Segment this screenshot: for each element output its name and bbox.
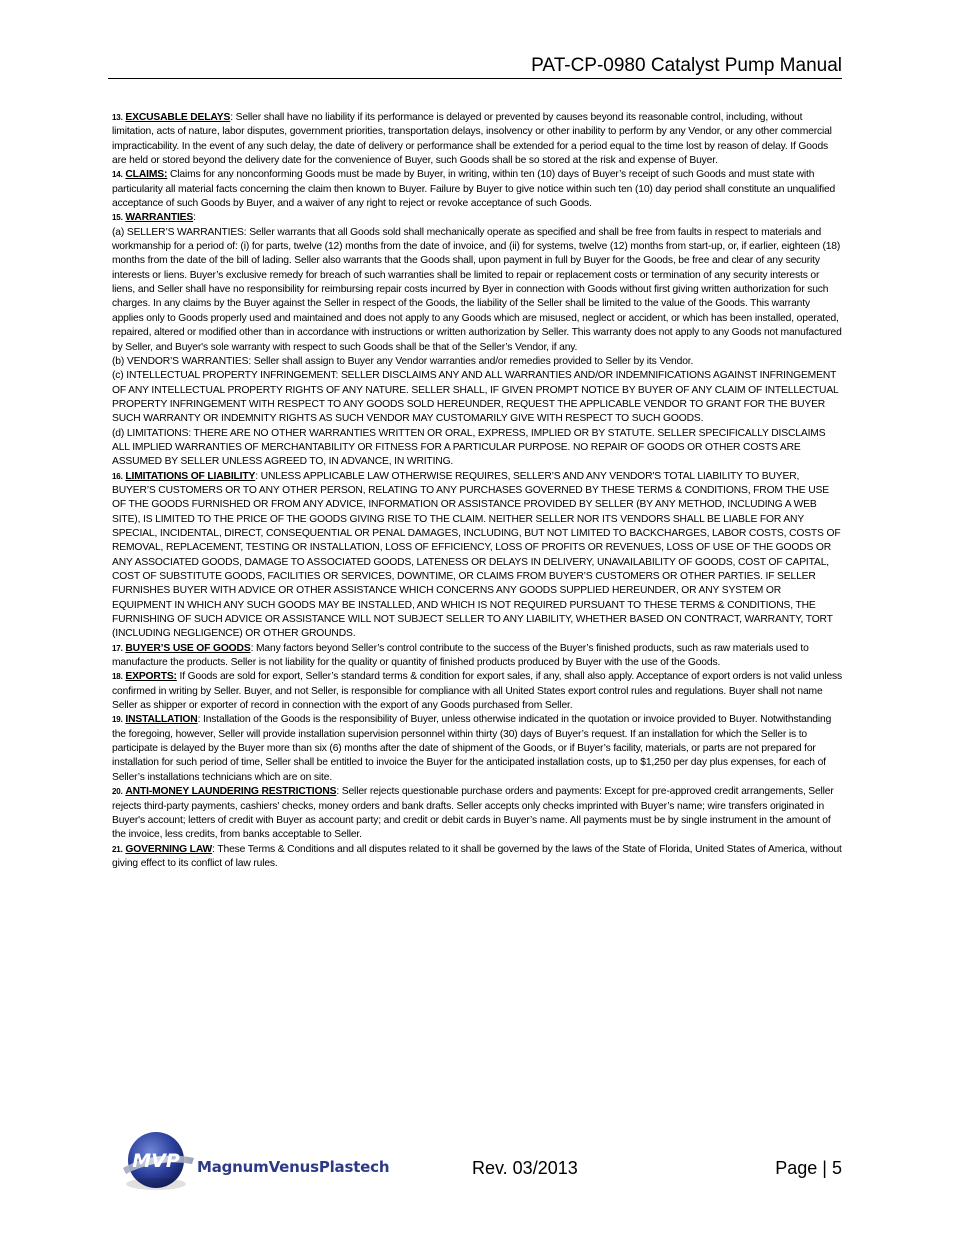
section-number: 20. bbox=[112, 787, 123, 797]
document-title: PAT-CP-0980 Catalyst Pump Manual bbox=[531, 55, 842, 76]
section-19 bbox=[112, 713, 843, 785]
section-heading: GOVERNING LAW bbox=[125, 843, 213, 855]
section-text: : bbox=[193, 212, 196, 224]
section-text: Claims for any nonconforming Goods must be made by Buyer, in writing, within ten (10) days of Buyer’s receipt of such Goods and must state with particularity all material facts concerning the claim then known to Buyer. Failure by Buyer to give notice within such ten (10) day period shall constitute an unqualified acceptance of such Goods by Buyer, and a waiver of any right to reject or revoke acceptance of such Goods. bbox=[112, 169, 836, 210]
section-text: : Many factors beyond Seller’s control contribute to the success of the Buyer’s finished products, such as raw materials used to manufacture the products. Seller is not liability for the quality or quantity of finished products produced by Buyer with the use of the Goods. bbox=[112, 642, 809, 669]
section-number: 13. bbox=[112, 113, 123, 122]
terms-body bbox=[112, 111, 843, 871]
section-15b: (b) VENDOR’S WARRANTIES: Seller shall assign to Buyer any Vendor warranties and/or remedies provided to Seller by its Vendor. bbox=[112, 355, 694, 367]
header-divider bbox=[108, 78, 842, 79]
section-heading: EXPORTS: bbox=[125, 671, 177, 683]
section-20 bbox=[112, 785, 843, 842]
logo-monogram: MVP bbox=[132, 1150, 180, 1172]
section-heading: CLAIMS: bbox=[125, 169, 168, 181]
section-heading: BUYER’S USE OF GOODS bbox=[125, 642, 251, 654]
section-15 bbox=[112, 211, 843, 225]
section-heading: LIMITATIONS OF LIABILITY bbox=[125, 470, 256, 482]
section-heading: INSTALLATION bbox=[125, 714, 198, 726]
section-heading: WARRANTIES bbox=[125, 212, 194, 224]
section-text: If Goods are sold for export, Seller’s standard terms & condition for export sales, if any, shall also apply. Acceptance of export orders is not valid unless confirmed in writing by Seller. Buyer, and not Seller, is responsible for compliance with all United States export control rules and regulations. Buyer shall not name Seller as shipper or exporter of record in connection with the export of any Goods purchased from Seller. bbox=[112, 671, 843, 712]
section-number: 19. bbox=[112, 715, 123, 725]
section-number: 16. bbox=[112, 471, 123, 481]
section-17 bbox=[112, 642, 843, 671]
section-15d: (d) LIMITATIONS: THERE ARE NO OTHER WARRANTIES WRITTEN OR ORAL, EXPRESS, IMPLIED OR BY STATUTE. SELLER SPECIFICALLY DISCLAIMS ALL IMPLIED WARRANTIES OF MERCHANTABILITY OR FITNESS FOR A PARTICULAR PURPOSE. NO REPAIR OF GOODS OR OTHER COSTS ARE ASSUMED BY SELLER UNLESS AGREED TO, IN ADVANCE, IN WRITING. bbox=[112, 427, 826, 468]
section-number: 18. bbox=[112, 672, 123, 682]
section-number: 21. bbox=[112, 844, 123, 854]
section-heading: EXCUSABLE DELAYS bbox=[125, 112, 231, 123]
company-name: MagnumVenusPlastech bbox=[197, 1158, 390, 1176]
section-text: : UNLESS APPLICABLE LAW OTHERWISE REQUIRES, SELLER’S AND ANY VENDOR'S TOTAL LIABILITY TO BUYER, BUYER’S CUSTOMERS OR TO ANY OTHER PERSON, RELATING TO ANY PURCHASES GOVERNED BY THESE TERMS & CONDITIONS, FROM THE USE OF THE GOODS FURNISHED OR FROM ANY ADVICE, INFORMATION OR ASSISTANCE PROVIDED BY SELLER (BY ANY METHOD, INCLUDING A WEB SITE), IS LIMITED TO THE PRICE OF THE GOODS GIVING RISE TO THE CLAIM. NEITHER SELLER NOR ITS VENDORS SHALL BE LIABLE FOR ANY SPECIAL, INCIDENTAL, DIRECT, CONSEQUENTIAL OR PENAL DAMAGES, INCLUDING, BUT NOT LIMITED TO BACKCHARGES, LABOR COSTS, COSTS OF REMOVAL, REPLACEMENT, TESTING OR INSTALLATION, LOSS OF EFFICIENCY, LOSS OF PROFITS OR REVENUES, LOSS OF USE OF THE GOODS OR ANY ASSOCIATED GOODS, DAMAGE TO ASSOCIATED GOODS, LATENESS OR DELAYS IN DELIVERY, UNAVAILABILITY OF GOODS, COST OF CAPITAL, COST OF SUBSTITUTE GOODS, FACILITIES OR SERVICES, DOWNTIME, OR CLAIMS FROM BUYER’S CUSTOMERS OR OTHER PARTIES. IF SELLER FURNISHES BUYER WITH ADVICE OR OTHER ASSISTANCE WHICH CONCERNS ANY GOODS SUPPLIED HEREUNDER, OR ANY SYSTEM OR EQUIPMENT IN WHICH ANY SUCH GOODS MAY BE INSTALLED, AND WHICH IS NOT REQUIRED PURSUANT TO THESE TERMS & CONDITIONS, THE FURNISHING OF SUCH ADVICE OR ASSISTANCE WILL NOT SUBJECT SELLER TO ANY LIABILITY, WHETHER BASED ON CONTRACT, WARRANTY, TORT (INCLUDING NEGLIGENCE) OR OTHER GROUNDS. bbox=[112, 470, 841, 640]
section-number: 17. bbox=[112, 643, 123, 653]
section-13 bbox=[112, 111, 843, 168]
section-16 bbox=[112, 470, 843, 642]
section-text: : These Terms & Conditions and all disputes related to it shall be governed by the laws of the State of Florida, United States of America, without giving effect to its conflict of law rules. bbox=[112, 843, 842, 869]
section-heading: ANTI-MONEY LAUNDERING RESTRICTIONS bbox=[125, 786, 337, 798]
section-text: : Installation of the Goods is the responsibility of Buyer, unless otherwise indicated in the quotation or invoice provided to Buyer. Notwithstanding the foregoing, however, Seller will provide installation supervision personnel within thirty (30) days of Buyer’s request. If an installation for which the Seller is to participate is delayed by the Buyer more than six (6) months after the date of shipment of the Goods, or if Buyer’s facility, materials, or parts are not prepared for installation for such period of time, Seller shall be entitled to invoice the Buyer for the anticipated installation costs, up to $1,250 per day plus expenses, for each of Seller’s installations technicians which are on site. bbox=[112, 714, 832, 783]
section-text: : Seller rejects questionable purchase orders and payments: Except for pre-approved credit arrangements, Seller rejects third-party payments, cashiers' checks, money orders and bank drafts. Seller accepts only checks imprinted with Buyer’s name; wire transfers originated in Buyer's account; letters of credit with Buyer as account party; and credit or debit cards in Buyer’s name. All payments must be by single instrument in the amount of the invoice, less credits, from banks acceptable to Seller. bbox=[112, 786, 834, 841]
section-15c: (c) INTELLECTUAL PROPERTY INFRINGEMENT: SELLER DISCLAIMS ANY AND ALL WARRANTIES AND/OR INDEMNIFICATIONS AGAINST INFRINGEMENT OF ANY INTELLECTUAL PROPERTY RIGHTS OF ANY NATURE. SELLER SHALL, IF GIVEN PROMPT NOTICE BY BUYER OF ANY CLAIM OF INTELLECTUAL PROPERTY INFRINGEMENT WITH RESPECT TO ANY GOODS SOLD HEREUNDER, REQUEST THE APPLICABLE VENDOR TO GRANT FOR THE BUYER SUCH WARRANTY OR INDEMNITY RIGHTS AS SUCH VENDOR MAY CUSTOMARILY GIVE WITH RESPECT TO SUCH GOODS. bbox=[112, 370, 839, 425]
section-18 bbox=[112, 670, 843, 713]
revision-label: Rev. 03/2013 bbox=[472, 1158, 578, 1178]
page-number: Page | 5 bbox=[775, 1158, 842, 1178]
section-number: 15. bbox=[112, 213, 123, 223]
section-text: : Seller shall have no liability if its performance is delayed or prevented by causes beyond its reasonable control, including, without limitation, acts of nature, labor disputes, government priorities, transportation delays, insolvency or other inability to perform by any Vendor, or any other commercial impracticability. In the event of any such delay, the date of delivery or performance shall be extended for a period equal to the time lost by reason of delay. If Goods are held or stored beyond the delivery date for the convenience of Buyer, such Goods shall be so stored at the risk and expense of Buyer. bbox=[112, 112, 832, 167]
section-15a: (a) SELLER’S WARRANTIES: Seller warrants that all Goods sold shall mechanically operate as specified and shall be free from faults in respect to materials and workmanship for a period of: (i) for parts, twelve (12) months from the date of invoice, and (ii) for systems, twelve (12) months from start-up, or, if earlier, eighteen (18) months from the date of the bill of lading. Seller also warrants that the Goods shall, upon payment in full by Buyer for the Goods, be free and clear of any security interests or liens. Buyer’s exclusive remedy for breach of such warranties shall be limited to repair or replacement costs or termination of any security interests or liens, and Seller shall have no responsibility for reimbursing repair costs incurred by Byer in connection with Goods without first giving written authorization for such charges. In any claims by the Buyer against the Seller in respect of the Goods, the liability of the Seller shall be limited to the value of the Goods. This warranty applies only to Goods properly used and maintained and does not apply to any Goods which are misused, neglect or accident, or which has been installed, operated, repaired, altered or modified other than in accordance with instructions or written authorization by Seller. This warranty does not apply to any Goods not manufactured by Seller, and Buyer's sole warranty with respect to such Goods shall be that of the Seller’s Vendor, if any. bbox=[112, 226, 842, 353]
section-21 bbox=[112, 843, 843, 872]
section-number: 14. bbox=[112, 170, 123, 180]
section-14 bbox=[112, 168, 843, 211]
